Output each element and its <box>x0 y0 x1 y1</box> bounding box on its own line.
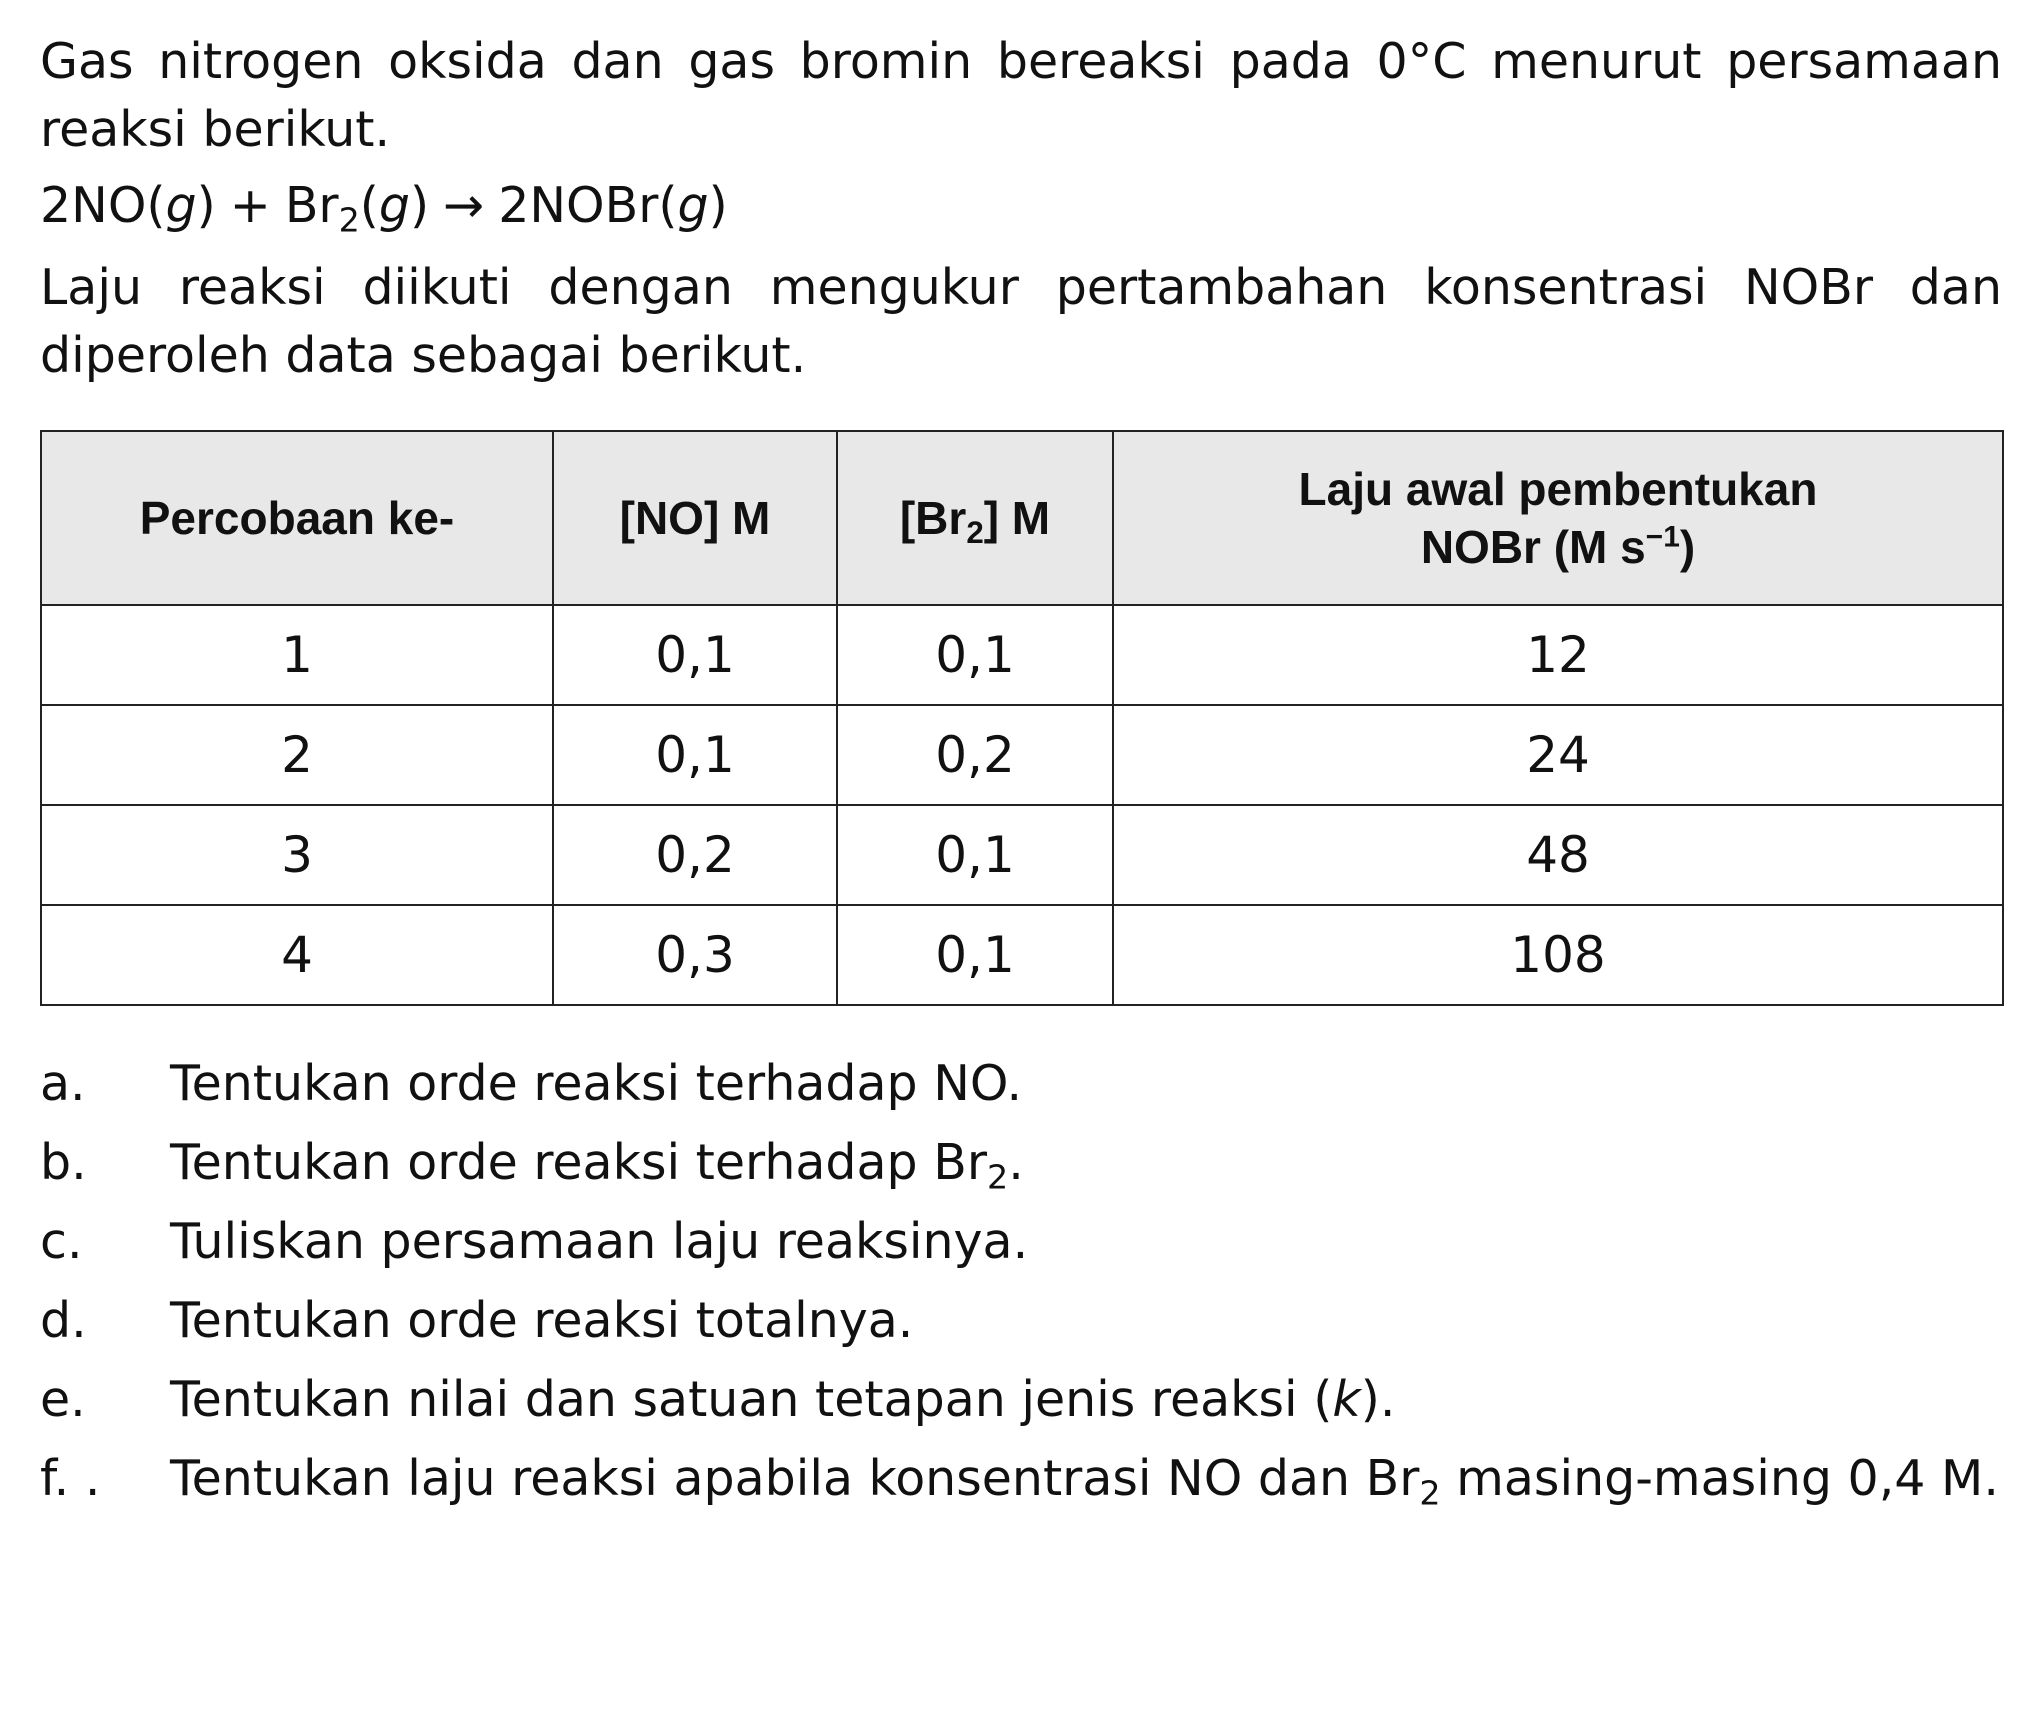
table-row <box>41 705 2003 805</box>
cell-no: 0,1 <box>553 705 837 805</box>
cell-rate: 24 <box>1113 705 2003 805</box>
eq-reactant-br: Br <box>284 177 339 234</box>
problem-page <box>40 28 2002 1524</box>
reaction-equation <box>40 172 2002 240</box>
cell-trial: 4 <box>41 905 553 1005</box>
header-br2-concentration: $[Br_2]$ M <box>837 431 1113 605</box>
question-text: Tentukan nilai dan satuan tetapan jenis reaksi (k). <box>170 1371 1396 1428</box>
question-text: Tentukan orde reaksi terhadap $Br_2$. <box>170 1134 1024 1197</box>
data-intro-paragraph: Laju reaksi diikuti dengan mengukur pertambahan konsentrasi NOBr dan diperoleh data sebagai berikut. <box>40 259 2002 384</box>
question-d <box>40 1287 2002 1355</box>
question-a <box>40 1050 2002 1118</box>
question-text: Tentukan orde reaksi totalnya. <box>170 1292 914 1349</box>
table-row <box>41 605 2003 705</box>
question-letter: d. <box>40 1292 87 1349</box>
question-letter: e. <box>40 1371 86 1428</box>
table-header-row <box>41 431 2003 605</box>
question-list <box>40 1050 2002 1513</box>
cell-no: 0,2 <box>553 805 837 905</box>
header-initial-rate: Laju awal pembentukan NOBr (M $s^{-1}$) <box>1113 431 2003 605</box>
eq-paren: ) <box>708 177 728 234</box>
question-b <box>40 1129 2002 1197</box>
eq-phase-g: g <box>677 177 709 234</box>
cell-trial: 1 <box>41 605 553 705</box>
question-e <box>40 1366 2002 1434</box>
cell-no: 0,3 <box>553 905 837 1005</box>
question-text: Tuliskan persamaan laju reaksinya. <box>170 1213 1029 1270</box>
eq-paren: ) <box>410 177 430 234</box>
cell-rate: 48 <box>1113 805 2003 905</box>
eq-paren: ) <box>196 177 216 234</box>
cell-rate: 108 <box>1113 905 2003 1005</box>
intro-paragraph: Gas nitrogen oksida dan gas bromin bereaksi pada 0°C menurut persamaan reaksi berikut. <box>40 33 2002 158</box>
table-row <box>41 905 2003 1005</box>
cell-br2: 0,1 <box>837 605 1113 705</box>
question-letter: f. . <box>40 1450 101 1507</box>
question-c <box>40 1208 2002 1276</box>
table-row <box>41 805 2003 905</box>
eq-product-nobr: 2NOBr( <box>498 177 678 234</box>
rate-data-table <box>40 430 2004 1006</box>
cell-br2: 0,1 <box>837 805 1113 905</box>
header-no-concentration: [NO] M <box>553 431 837 605</box>
header-trial: Percobaan ke- <box>41 431 553 605</box>
question-f <box>40 1445 2002 1513</box>
cell-trial: 3 <box>41 805 553 905</box>
question-letter: a. <box>40 1055 86 1112</box>
eq-paren: ( <box>359 177 379 234</box>
eq-arrow: → <box>443 177 485 234</box>
question-text: Tentukan laju reaksi apabila konsentrasi NO dan $Br_2$ masing-masing 0,4 M. <box>170 1450 1999 1513</box>
cell-rate: 12 <box>1113 605 2003 705</box>
question-text: Tentukan orde reaksi terhadap NO. <box>170 1055 1023 1112</box>
cell-br2: 0,1 <box>837 905 1113 1005</box>
cell-trial: 2 <box>41 705 553 805</box>
eq-reactant-no: 2NO( <box>40 177 166 234</box>
cell-br2: 0,2 <box>837 705 1113 805</box>
question-letter: c. <box>40 1213 83 1270</box>
eq-phase-g: g <box>165 177 197 234</box>
cell-no: 0,1 <box>553 605 837 705</box>
eq-plus: + <box>229 177 271 234</box>
question-letter: b. <box>40 1134 87 1191</box>
eq-br-subscript: 2 <box>338 200 360 240</box>
eq-phase-g: g <box>378 177 411 234</box>
